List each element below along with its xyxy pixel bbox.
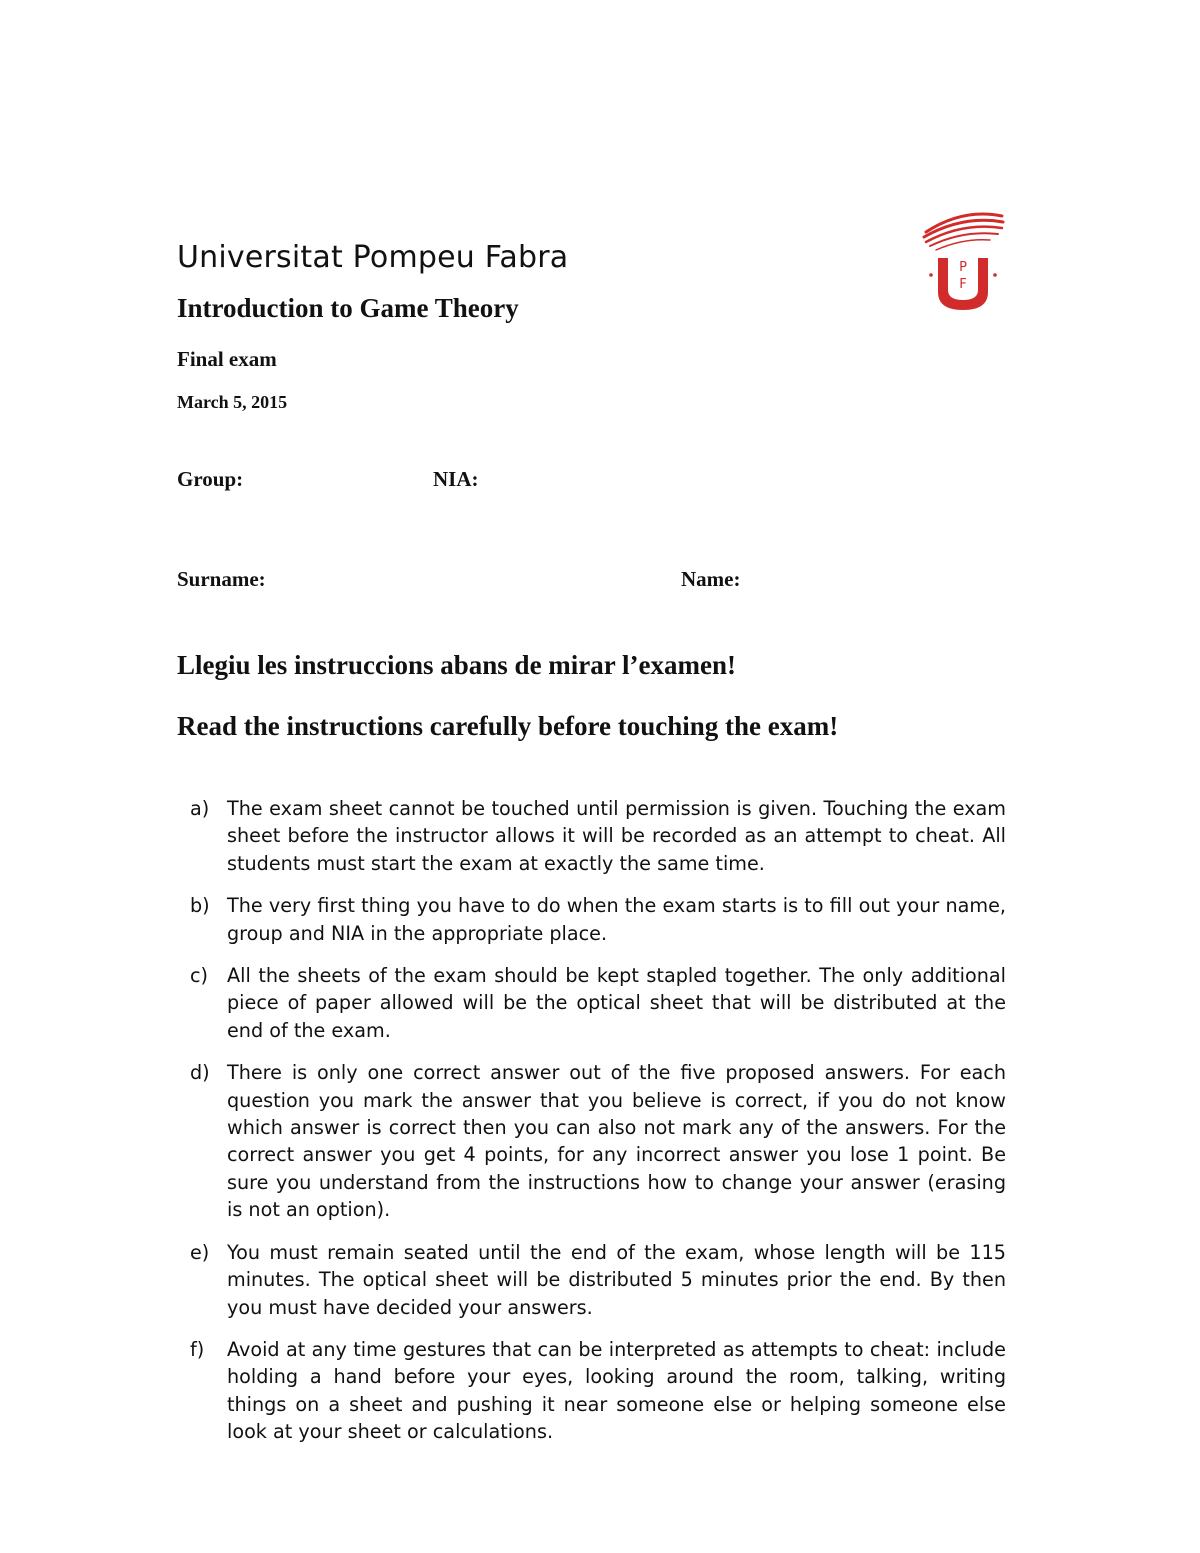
instruction-text: There is only one correct answer out of the five proposed answers. For each question you mark the answer that you believe is correct, if you do not know which answer is correct then you can also not mark any of the answers. For the correct answer you get 4 points, for any incorrect answer you lose 1 point. Be sure you understand from the instructions how to change your answer (erasing is not an option). [227,1061,1006,1222]
heading-catalan: Llegiu les instruccions abans de mirar l’examen! [177,650,736,680]
list-marker: d) [190,1061,210,1085]
university-name: Universitat Pompeu Fabra [177,240,569,275]
list-marker: c) [190,964,209,988]
list-marker: a) [190,797,210,820]
instruction-item-a [190,795,1006,877]
list-marker: f) [190,1337,205,1361]
instructions-list [190,795,1006,1461]
svg-text:F: F [959,277,967,292]
instruction-text: The very first thing you have to do when the exam starts is to fill out your name, group and NIA in the appropriate place. [227,894,1006,945]
upf-logo-icon [918,210,1008,320]
heading-english: Read the instructions carefully before touching the exam! [177,711,839,741]
instruction-text: The exam sheet cannot be touched until permission is given. Touching the exam sheet before the instructor allows it will be recorded as an attempt to cheat. All students must start the exam at exactly the same time. [227,797,1006,875]
instruction-item-c [190,962,1006,1044]
exam-date: March 5, 2015 [177,392,288,412]
instruction-item-d [190,1059,1006,1223]
instruction-item-e [190,1239,1006,1321]
exam-type: Final exam [177,347,277,371]
instruction-item-f [190,1336,1006,1446]
name-label: Name: [681,567,741,591]
svg-text:P: P [959,260,967,275]
surname-label: Surname: [177,567,266,591]
nia-label: NIA: [433,467,479,491]
list-marker: b) [190,894,210,918]
course-title: Introduction to Game Theory [177,293,519,323]
instruction-item-b [190,892,1006,947]
group-label: Group: [177,467,244,491]
list-marker: e) [190,1240,210,1264]
instruction-text: You must remain seated until the end of the exam, whose length will be 115 minutes. The optical sheet will be distributed 5 minutes prior the end. By then you must have decided your answers. [227,1240,1006,1319]
instruction-text: All the sheets of the exam should be kept stapled together. The only additional piece of paper allowed will be the optical sheet that will be distributed at the end of the exam. [227,964,1006,1042]
instruction-text: Avoid at any time gestures that can be interpreted as attempts to cheat: include holding a hand before your eyes, looking around the room, talking, writing things on a sheet and pushing it near someone else or helping someone else look at your sheet or calculations. [227,1337,1006,1444]
